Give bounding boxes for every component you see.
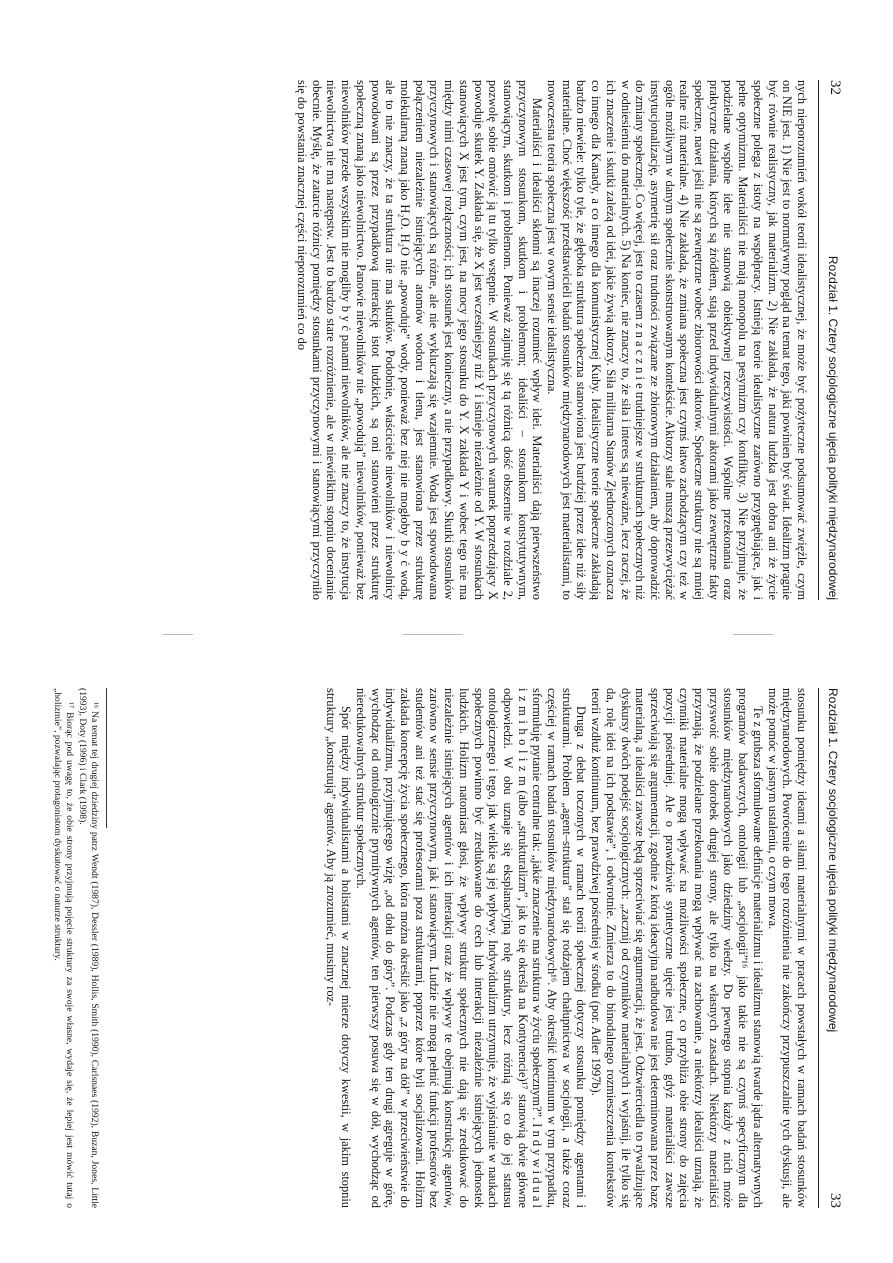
- paragraph: Materialiści i idealiści skłonni są inaczej rozumieć wpływ idei. Materialiści dają pierwszeństwo przyczynowym stosunkom, skutkom i problemom; idealiści – stosunkom konstytutywnym, stanowiącym, skutkom i problemom. Ponieważ zajmuję się tą różnicą dość obszernie w rozdziale 2, pozwolę sobie omówić ją tu tylko wstępnie. W stosunkach przyczynowych warunek poprzedzający X powoduje skutek Y. Zakłada się, że X jest wcześniejszy niż Y i istnieje niezależnie od Y. W stosunkach stanowiących X jest tym, czym jest, na mocy jego stosunku do Y. X zakłada Y i wobec tego nie ma między nimi czasowej rozłączności; ich stosunek jest konieczny, a nie przypadkowy. Skutki stosunków przyczynowych i stanowiących są różne, ale nie wykluczają się wzajemnie. Woda jest spowodowana połączeniem niezależnie istniejących atomów wodoru i tlenu, jest stanowiona przez strukturę molekularną znaną jako H₂O. H₂O nie „powoduje” wody, ponieważ bez niej nie mogłoby b y ć wodą, ale to nie znaczy, że ta struktura nie ma skutków. Podobnie, właściciele niewolników i niewolnicy powodowani są przez przypadkową interakcję istot ludzkich, są oni stanowieni przez strukturę społeczną znaną jako niewolnictwo. Panowie niewolników nie „powodują” niewolników, ponieważ bez niewolników przede wszystkim nie mogliby b y ć panami niewolników, ale nie znaczy to, że instytucja niewolnictwa nie ma następstw. Jest to bardzo stare rozróżnienie, ale w niewielkim stopniu docenianie obecnie. Myślę, że zatarcie różnicy pomiędzy stosunkami przyczynowymi i stanowiącymi przyczyniło się do powstania znacznej części nieporozumień co do: [295, 80, 545, 600]
- footnote-rule: [106, 688, 107, 828]
- running-title: Rozdział 1. Cztery socjologiczne ujęcia polityki międzynarodowej: [826, 688, 840, 1033]
- page-number: 32: [827, 80, 843, 95]
- paragraph: stosunku pomiędzy ideami a siłami materialnymi w pracach powstałych w ramach badań stosunków międzynarodowych. Powrócenie do tego rozróżnienia nie zakończy przypuszczalnie tych dyskusji, ale może pomóc w jasnym ustaleniu, o czym mowa.: [765, 688, 809, 1208]
- running-title: Rozdział 1. Cztery socjologiczne ujęcia polityki międzynarodowej: [826, 255, 840, 600]
- paragraph: Te z grubsza sformułowane definicje materializmu i idealizmu stanowią twarde jądra alternatywnych programów badawczych, ontologii lub „socjologii”¹⁶ jako takie nie są czymś specyficznym dla stosunków międzynarodowych jako dziedziny wiedzy. Do pewnego stopnia każdy z nich może przyswoić sobie dorobek drugiej strony, ale tylko na własnych zasadach. Niektórzy materialiści przyznają, że podzielane przekonania mogą wpływać na zachowanie, a niektórzy idealiści uznają, że czynniki materialne mogą wpływać na możliwości społeczne, co przybliża obie strony do zajęcia pozycji pośredniej. Ale o prawdziwie syntetyczne ujęcie jest trudno, gdyż materialiści zawsze sprzeciwiają się argumentacji, zgodnie z którą ideacyjna nadbudowa nie jest determinowana przez bazę materialną, a idealiści zawsze będą sprzeciwiać się argumentacji, że jest. Odzwierciedla to rywalizujące dyskursy dwóch podejść socjologicznych: „zacznij od czynników materialnych i wyjaśnij, ile tylko się da, rolę idei na ich podstawie”, i odwrotnie. Zmierza to do binodalnego rozmieszczenia kontekstów teorii wzdłuż kontinuum, bez prawdziwej pośredniej w środku (por. Adler 1997b).: [589, 688, 765, 1208]
- running-head: [818, 80, 843, 600]
- running-head: [818, 688, 843, 1208]
- footnotes: [50, 688, 107, 1208]
- left-page: [0, 40, 893, 620]
- paragraph: Druga z debat toczonych w ramach teorii społecznej dotyczy stosunku pomiędzy agentami i strukturami. Problem „agent–struktura” stał się rodzajem chałupnictwa w socjologii, a także coraz częściej w ramach badań stosunków międzynarodowych¹⁶. Aby określić kontinuum w tym przypadku, sformułuję pytanie centralne tak: „jakie znaczenie ma struktura w życiu społecznym?”. I n d y w i d u a l i z m i h o l i z m (albo „strukturalizm”, jak to się określa na Kontynencie)¹⁷ stanowią dwie główne odpowiedzi. W obu uznaje się eksplanacyjną rolę struktury, lecz różnią się co do jej statusu ontologicznego i tego, jak wielkie są jej wpływy. Indywidualizm utrzymuje, że wyjaśnianie w naukach społecznych powinno być zredukowane do cech lub interakcji niezależnie istniejących jednostek ludzkich. Holizm natomiast głosi, że wpływy struktur społecznych nie dają się zredukować do niezależnie istniejących agentów i ich interakcji oraz że wpływy te obejmują konstrukcję agentów, zarówno w sensie przyczynowym, jak i stanowiącym. Ludzie nie mogą pełnić funkcji profesorów bez studentów ani też stać się profesorami poza strukturami, poprzez które byli socjalizowani. Holizm zakłada koncepcję życia społecznego, która można określić jako „z góry na dół” w przeciwieństwie do indywidualizmu, przyjmującego wizję „od dołu do góry”. Podczas gdy ten drugi agreguje w górę, wychodząc od ontologicznie prymitywnych agentów, ten pierwszy posuwa się w dół, wychodząc od nieredukowalnych struktur społecznych.: [353, 688, 589, 1208]
- paragraph: nych nieporozumień wokół teorii idealistycznej, że może być pożyteczne podsumować zwięźle, czym on NIE jest. 1) Nie jest to normatywny pogląd na temat tego, jaki powinien być świat. Idealizm pragnie być równie realistyczny, jak materializm. 2) Nie zakłada, że natura ludzka jest dobra ani że życie społeczne polega z istoty na współpracy. Istnieją teorie idealistyczne zarówno przygnębiające, jak i pełne optymizmu. Materialiści nie mają monopolu na pesymizm czy konflikty. 3) Nie przyjmuje, że podzielane wspólne idee nie stanowią obiektywnej rzeczywistości. Wspólne przekonania oraz praktyczne działania, których są źródłem, stają przed indywidualnymi aktorami jako zewnętrzne fakty społeczne, nawet jeśli nie są zewnętrzne wobec zbiorowości aktorów. Społeczne struktury nie są mniej realne niż materialne. 4) Nie zakłada, że zmiana społeczna jest czymś łatwo zachodzącym czy też w ogóle możliwym w danym społecznie skonstruowanym kontekście. Aktorzy stale muszą przezwyciężać instytucjonalizację, asymetrię sił oraz trudności związane ze zbiorowym działaniem, aby doprowadzić do zmiany społecznej. Co więcej, jest to czasem z n a c z n i e trudniejsze w strukturach społecznych niż w odniesieniu do materialnych. 5) Na koniec, nie znaczy to, że siła i interes są nieważne, lecz raczej, że ich znaczenie i skutki zależą od idei, jakie żywią aktorzy. Siła militarna Stanów Zjednoczonych oznacza co innego dla Kanady, a co innego dla komunistycznej Kuby. Idealistyczne teorie społeczne zakładają bardzo niewiele: tylko tyle, że głęboka struktura społeczna stanowiona jest bardziej przez idee niż siły materialne. Choć większość przedstawicieli badań stosunków międzynarodowych jest materialistami, to nowoczesna teoria społeczna jest w owym sensie idealistyczna.: [545, 80, 809, 600]
- body-text: [294, 80, 809, 600]
- footnote: ¹⁶ Na temat tej drugiej dziedziny patrz Wendt (1987), Dessler (1989), Hollis, Smith (1990), Carlsnaes (1992), Buzan, Jones, Little (1993), Doty (1996) i Clark (1998).: [77, 688, 100, 1208]
- body-text: [150, 688, 809, 1208]
- paragraph: Spór między indywidualistami a holistami w znacznej mierze dotyczy kwestii, w jakim stopniu struktury „konstruują” agentów. Aby ją zrozumieć, musimy roz-: [324, 688, 354, 1208]
- right-page: [0, 648, 893, 1228]
- gutter: [0, 626, 893, 644]
- page-number: 33: [827, 1193, 843, 1208]
- footnote: ¹⁷ Biorąc pod uwagę to, że obie strony przyjmują pojęcie struktury za swoje własne, wydaje się, że lepiej jest mówić tutaj o „holizmie”, pozwalając protagonistom dyskutować o naturze struktury.: [52, 688, 75, 1208]
